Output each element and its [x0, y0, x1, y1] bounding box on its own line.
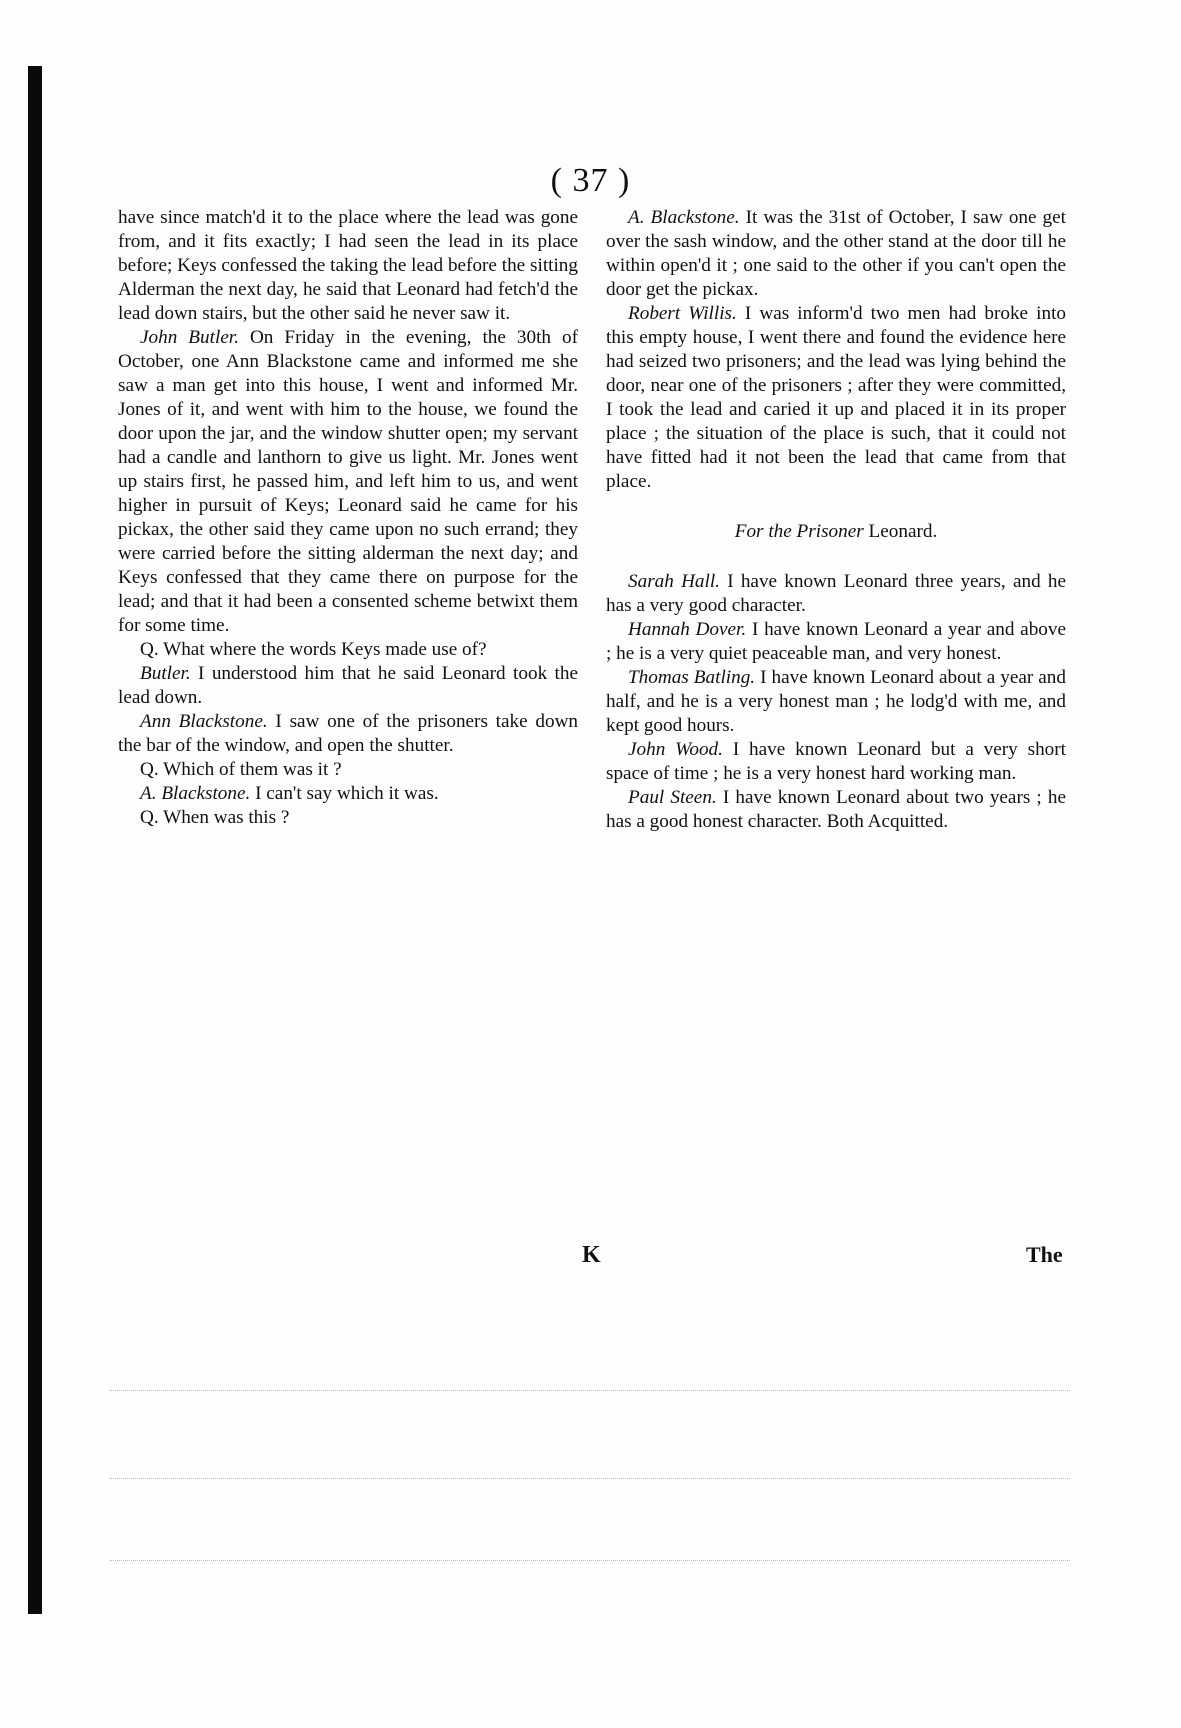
testimony-text: I understood him that he said Leonard took the lead down. — [118, 663, 578, 708]
butler-testimony — [118, 326, 578, 638]
testimony-text: I have known Leonard but a very short space of time ; he is a very honest hard working man. — [606, 739, 1066, 784]
witness-name: John Wood. — [628, 739, 723, 760]
page-number: ( 37 ) — [550, 162, 631, 199]
blackstone-answer — [606, 206, 1066, 302]
butler-answer — [118, 662, 578, 710]
bleed-through-line — [110, 1560, 1070, 1562]
signature-mark: K — [582, 1242, 601, 1268]
left-column — [118, 206, 578, 830]
testimony-text: I have known Leonard three years, and he has a very good character. — [606, 571, 1066, 616]
witness-name: Paul Steen. — [628, 787, 717, 808]
willis-testimony — [606, 302, 1066, 494]
witness-testimony — [606, 738, 1066, 786]
witness-testimony — [606, 570, 1066, 618]
continuation-paragraph: have since match'd it to the place where the lead was gone from, and it fits exactly; I had seen the lead in its place before; Keys confessed the taking the lead before the sitting Alderman the next day, he said that Leonard had fetch'd the lead down stairs, but the other said he never saw it. — [118, 207, 578, 324]
testimony-text: On Friday in the evening, the 30th of October, one Ann Blackstone came and informed me she saw a man get into this house, I went and informed Mr. Jones of it, and went with him to the house, we found the door upon the jar, and the window shutter open; my servant had a candle and lanthorn to give us light. Mr. Jones went up stairs first, he passed him, and left him to us, and went higher in pursuit of Keys; Leonard said he came for his pickax, the other said they came upon no such errand; they were carried before the sitting alderman the next day; and Keys confessed that they came there on purpose for the lead; and that it had been a consented scheme betwixt them for some time. — [118, 327, 578, 636]
defence-heading — [606, 520, 1066, 544]
testimony-text: I have known Leonard about two years ; he has a good honest character. Both Acquitted. — [606, 787, 1066, 832]
witness-testimony — [606, 666, 1066, 738]
question: Q. Which of them was it ? — [140, 759, 342, 780]
speaker-name: A. Blackstone. — [628, 207, 740, 228]
heading-italic: For the Prisoner — [734, 521, 864, 542]
answer — [118, 782, 578, 806]
speaker-name: Robert Willis. — [628, 303, 737, 324]
speaker-name: John Butler. — [140, 327, 239, 348]
speaker-name: Ann Blackstone. — [140, 711, 268, 732]
testimony-text: I have known Leonard a year and above ; he is a very quiet peaceable man, and very honest. — [606, 619, 1066, 664]
testimony-text: It was the 31st of October, I saw one get over the sash window, and the other stand at the door till he within open'd it ; one said to the other if you can't open the door get the pickax. — [606, 207, 1067, 300]
bleed-through-line — [110, 1390, 1070, 1392]
witness-testimony — [606, 786, 1066, 834]
testimony-text: I saw one of the prisoners take down the bar of the window, and open the shutter. — [118, 711, 579, 756]
right-column — [606, 206, 1066, 834]
witness-name: Thomas Batling. — [628, 667, 756, 688]
question: Q. When was this ? — [140, 807, 290, 828]
bleed-through-line — [110, 1478, 1070, 1480]
speaker-name: A. Blackstone. — [140, 783, 251, 804]
heading-name: Leonard. — [868, 521, 938, 542]
witness-testimony — [606, 618, 1066, 666]
question: Q. What where the words Keys made use of? — [140, 639, 487, 660]
witness-name: Hannah Dover. — [628, 619, 747, 640]
testimony-text: I was inform'd two men had broke into this empty house, I went there and found the evidence here had seized two prisoners; and the lead was lying behind the door, near one of the prisoners ; after they were committed, I took the lead and caried it up and placed it in its proper place ; the situation of the place is such, that it could not have fitted had it not been the lead that came from that place. — [606, 303, 1066, 492]
binding-edge — [28, 66, 42, 1614]
ann-testimony — [118, 710, 578, 758]
testimony-text: I have known Leonard about a year and half, and he is a very honest man ; he lodg'd with me, and kept good hours. — [606, 667, 1066, 736]
catchword: The — [1026, 1242, 1063, 1267]
speaker-name: Butler. — [140, 663, 191, 684]
testimony-text: I can't say which it was. — [255, 783, 439, 804]
witness-name: Sarah Hall. — [628, 571, 720, 592]
